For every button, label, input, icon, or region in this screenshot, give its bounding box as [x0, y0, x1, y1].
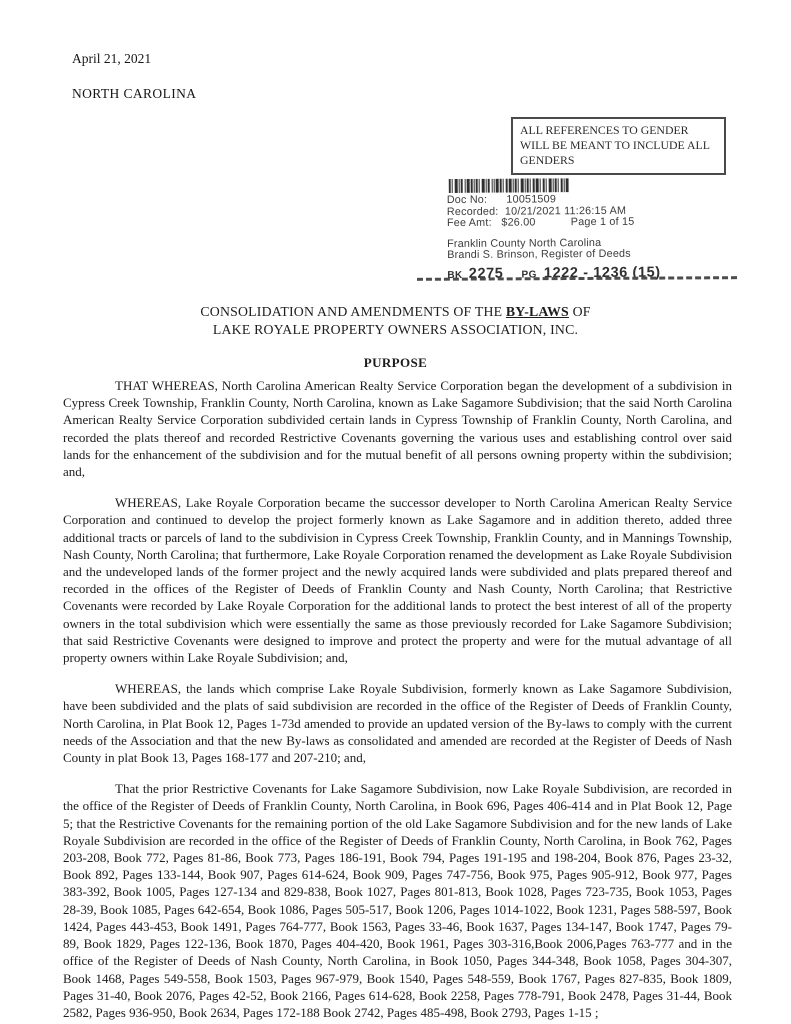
paragraph-recitals-1: THAT WHEREAS, North Carolina American Realty Service Corporation began the development of a subdivision in Cypress Creek Township, Franklin County, North Carolina, known as Lake Sagamore Subdivision; that the said North Carolina American Realty Service Corporation subdivided certain lands in Cypress Township of Franklin County, North Carolina, and recorded the plats thereof and recorded Restrictive Covenants governing the various uses and establishing control over said lands for the enhancement of the subdivision and for the mutual benefit of all persons owning property within the subdivision; and,: [63, 378, 732, 480]
state-heading: NORTH CAROLINA: [72, 86, 197, 101]
stamp-doc-no: Doc No: 10051509: [446, 193, 557, 207]
document-title: [0, 303, 791, 339]
barcode-icon: [449, 178, 569, 193]
paragraph-recitals-4: That the prior Restrictive Covenants for Lake Sagamore Subdivision, now Lake Royale Subdivision, are recorded in the office of the Register of Deeds of Franklin County, North Carolina, in Book 696, Pages 406-414 and in Plat Book 12, Page 5; that the Restrictive Covenants for the remaining portion of the old Lake Sagamore Subdivision and for the new lands of Lake Royale Subdivision are recorded in the office of the Register of Deeds of Franklin County, North Carolina, in Book 762, Pages 203-208, Book 772, Pages 81-86, Book 773, Pages 186-191, Book 794, Pages 191-195 and 198-204, Book 876, Pages 23-32, Book 892, Pages 133-144, Book 907, Pages 614-624, Book 909, Pages 747-756, Book 975, Pages 905-912, Book 977, Pages 383-392, Book 1005, Pages 127-134 and 829-838, Book 1027, Pages 801-813, Book 1028, Pages 723-735, Book 1053, Pages 28-39, Book 1085, Pages 642-654, Book 1086, Pages 505-517, Book 1206, Pages 1014-1022, Book 1231, Pages 588-597, Book 1424, Pages 443-453, Book 1491, Pages 764-777, Book 1563, Pages 33-46, Book 1637, Pages 134-147, Book 1747, Pages 79-89, Book 1829, Pages 122-136, Book 1870, Pages 404-420, Book 1961, Pages 303-316,Book 2006,Pages 763-777 and in the office of the Register of Deeds of Nash County, North Carolina, in Book 1050, Pages 344-348, Book 1058, Pages 304-307, Book 1468, Pages 549-558, Book 1503, Pages 967-979, Book 1540, Pages 548-559, Book 1767, Pages 827-835, Book 1809, Pages 31-40, Book 2076, Pages 42-52, Book 2166, Pages 614-628, Book 2258, Pages 778-791, Book 2478, Pages 31-44, Book 2582, Pages 936-950, Book 2634, Pages 172-188 Book 2742, Pages 485-498, Book 2793, Pages 1-15 ;: [63, 781, 732, 1020]
gender-notice-box: [511, 117, 726, 175]
section-heading-purpose: PURPOSE: [363, 355, 428, 370]
pg-value: 1222 - 1236 (15): [543, 264, 661, 281]
bk-value: 2275: [468, 265, 504, 282]
paragraph-recitals-3: WHEREAS, the lands which comprise Lake Royale Subdivision, formerly known as Lake Sagamore Subdivision, have been subdivided and the plats of said subdivision are recorded in the office of the Register of Deeds of Franklin County, North Carolina, in Plat Book 12, Pages 1-73d amended to provide an updated version of the By-laws to comply with the current needs of the Association and that the new By-laws as consolidated and amended are recorded at the Register of Deeds of Nash County in plat Book 13, Pages 168-177 and 207-210; and,: [63, 681, 732, 766]
stamp-recorded: Recorded: 10/21/2021 11:26:15 AM: [446, 204, 627, 218]
bk-label: BK: [447, 269, 463, 281]
stamp-register: Brandi S. Brinson, Register of Deeds: [447, 247, 631, 262]
title-line-2: LAKE ROYALE PROPERTY OWNERS ASSOCIATION, INC.: [212, 322, 579, 337]
document-date: April 21, 2021: [72, 51, 152, 66]
paragraph-recitals-2: WHEREAS, Lake Royale Corporation became the successor developer to North Carolina American Realty Service Corporation and continued to develop the project formerly known as Lake Sagamore and in addition thereto, added three additional tracts or parcels of land to the subdivision in Cypress Creek Township, Franklin County, and in Mannings Township, Nash County, North Carolina; that furthermore, Lake Royale Corporation renamed the development as Lake Royale Subdivision and the undeveloped lands of the former project and the newly acquired lands were subdivided and plats prepared thereof and recorded in the offices of the Register of Deeds of Franklin County and Nash County, North Carolina; that Restrictive Covenants were recorded by Lake Royale Corporation for the additional lands to protect the best interest of all of the property owners in the total subdivision which were essentially the same as those previously recorded for Lake Sagamore Subdivision; that said Restrictive Covenants were designed to improve and protect the property and were for the mutual advantage of all property owners within Lake Royale Subdivision; and,: [63, 495, 732, 666]
recording-stamp: [447, 177, 748, 282]
title-bylaws-emphasis: BY-LAWS: [505, 304, 569, 319]
stamp-county: Franklin County North Carolina: [447, 236, 602, 250]
gender-notice-text: ALL REFERENCES TO GENDER WILL BE MEANT TO INCLUDE ALL GENDERS: [520, 123, 710, 167]
pg-label: PG: [521, 268, 537, 281]
title-line-1: CONSOLIDATION AND AMENDMENTS OF THE BY-LAWS OF: [200, 304, 591, 319]
document-body: [63, 377, 732, 1021]
stamp-fee-page: Fee Amt: $26.00 Page 1 of 15: [446, 215, 635, 230]
